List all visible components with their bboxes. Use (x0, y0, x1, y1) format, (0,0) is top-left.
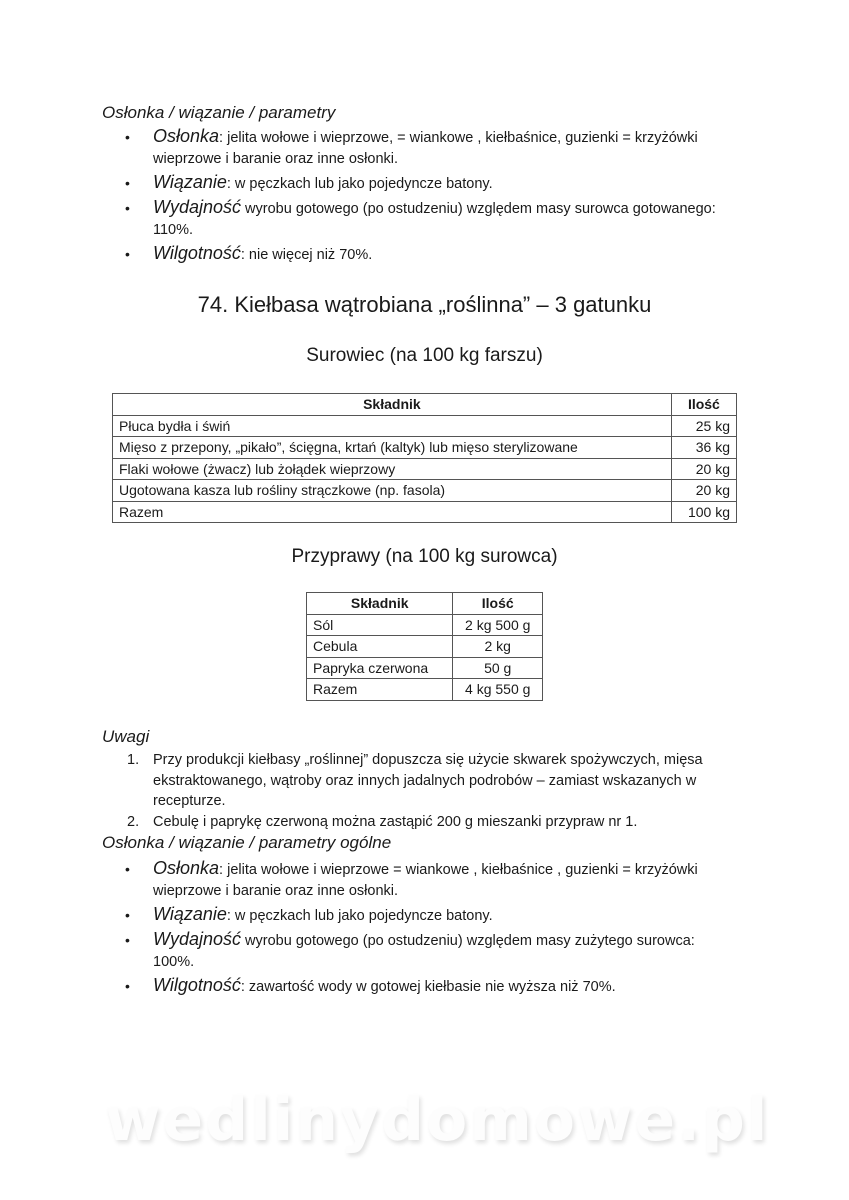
list-item (102, 904, 722, 927)
cell: 100 kg (671, 501, 736, 523)
section2-heading: Osłonka / wiązanie / parametry ogólne (102, 833, 392, 852)
table-row (307, 636, 543, 658)
uwagi-heading: Uwagi (102, 727, 150, 746)
uwagi-list (102, 750, 742, 832)
cell: Cebula (307, 636, 453, 658)
table-header (113, 394, 737, 416)
list-item (102, 858, 722, 902)
term: Wilgotność (153, 243, 241, 263)
list-item (102, 172, 722, 195)
cell: Mięso z przepony, „pikało”, ścięgna, krtań (kaltyk) lub mięso sterylizowane (113, 437, 672, 459)
surowiec-heading: Surowiec (na 100 kg farszu) (306, 345, 543, 366)
recipe-title: 74. Kiełbasa wątrobiana „roślinna” – 3 gatunku (197, 292, 652, 317)
table-row (113, 480, 737, 502)
term: Wydajność (153, 197, 242, 217)
item-text: Przy produkcji kiełbasy „roślinnej” dopuszcza się użycie skwarek spożywczych, mięsa ekstraktowanego, wątroby oraz innych jadalnych podrobów – zamiast wskazanych w recepturze. (153, 752, 703, 809)
item-number: 1. (127, 752, 140, 768)
table-row (307, 679, 543, 701)
cell: Razem (113, 501, 672, 523)
table-header (307, 593, 543, 615)
item-text: : w pęczkach lub jako pojedyncze batony. (226, 176, 493, 192)
item-text: : w pęczkach lub jako pojedyncze batony. (226, 908, 493, 924)
cell: 2 kg (453, 636, 543, 658)
cell: 4 kg 550 g (453, 679, 543, 701)
table-row (113, 501, 737, 523)
section2-list (102, 858, 722, 1000)
cell: 25 kg (671, 415, 736, 437)
list-item (102, 812, 742, 833)
table-row (113, 415, 737, 437)
item-number: 2. (127, 813, 140, 830)
list-item (102, 243, 722, 266)
przyprawy-table (306, 592, 543, 701)
table-row (113, 458, 737, 480)
section1-list (102, 126, 722, 268)
cell: 36 kg (671, 437, 736, 459)
item-text: wyrobu gotowego (po ostudzeniu) względem masy surowca gotowanego: 110%. (153, 201, 716, 238)
cell: 20 kg (671, 480, 736, 502)
cell: 2 kg 500 g (453, 614, 543, 636)
table-row (307, 657, 543, 679)
list-item (102, 750, 742, 812)
cell: Sól (307, 614, 453, 636)
header-cell: Składnik (113, 394, 672, 416)
table-row (307, 614, 543, 636)
cell: Flaki wołowe (żwacz) lub żołądek wieprzowy (113, 458, 672, 480)
list-item (102, 197, 722, 241)
item-text: : jelita wołowe i wieprzowe = wiankowe , kiełbaśnice , guzienki = krzyżówki wieprzowe i baranie oraz inne osłonki. (153, 862, 698, 899)
watermark: wedlinydomowe.pl (105, 1085, 770, 1155)
surowiec-table (112, 393, 737, 523)
list-item (102, 975, 722, 998)
item-text: : nie więcej niż 70%. (240, 247, 373, 263)
section1-heading: Osłonka / wiązanie / parametry (102, 103, 336, 122)
przyprawy-heading: Przyprawy (na 100 kg surowca) (291, 546, 558, 567)
header-cell: Ilość (671, 394, 736, 416)
item-text: : zawartość wody w gotowej kiełbasie nie wyższa niż 70%. (240, 979, 616, 995)
header-cell: Ilość (453, 593, 543, 615)
term: Wilgotność (153, 975, 241, 995)
item-text: wyrobu gotowego (po ostudzeniu) względem masy zużytego surowca: 100%. (153, 933, 695, 970)
header-cell: Składnik (307, 593, 453, 615)
cell: Ugotowana kasza lub rośliny strączkowe (np. fasola) (113, 480, 672, 502)
table-row (113, 437, 737, 459)
list-item (102, 126, 722, 170)
item-text: Cebulę i paprykę czerwoną można zastąpić 200 g mieszanki przypraw nr 1. (153, 813, 638, 830)
cell: Płuca bydła i świń (113, 415, 672, 437)
cell: Papryka czerwona (307, 657, 453, 679)
item-text: : jelita wołowe i wieprzowe, = wiankowe , kiełbaśnice, guzienki = krzyżówki wieprzowe i baranie oraz inne osłonki. (153, 130, 698, 167)
term: Wiązanie (153, 172, 227, 192)
cell: 20 kg (671, 458, 736, 480)
cell: 50 g (453, 657, 543, 679)
list-item (102, 929, 722, 973)
cell: Razem (307, 679, 453, 701)
term: Wiązanie (153, 904, 227, 924)
term: Osłonka (153, 126, 220, 146)
term: Wydajność (153, 929, 242, 949)
term: Osłonka (153, 858, 220, 878)
